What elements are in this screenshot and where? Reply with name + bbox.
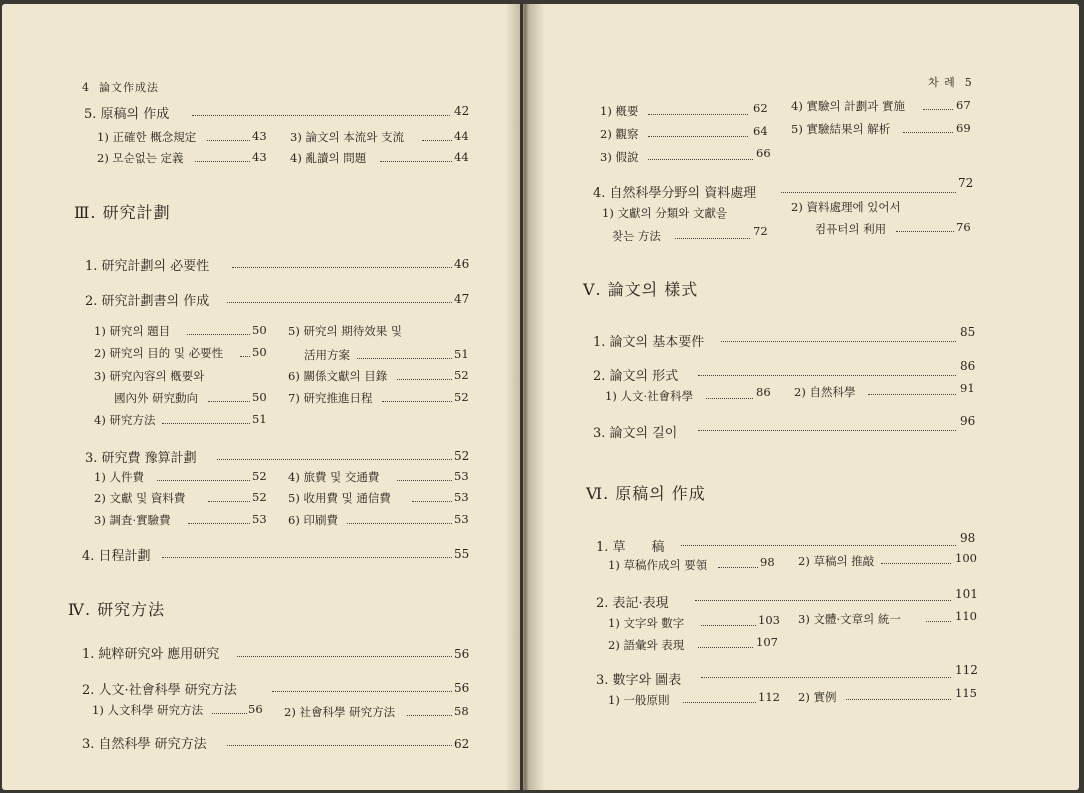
toc-entry: 4. 日程計劃 xyxy=(82,549,151,564)
dot-leader xyxy=(357,358,452,359)
toc-subentry: 5) 研究의 期待效果 및 xyxy=(288,324,402,338)
dot-leader xyxy=(232,267,452,268)
page-number: 52 xyxy=(252,469,267,483)
dot-leader xyxy=(923,109,953,110)
page-number: 43 xyxy=(252,129,267,143)
dot-leader xyxy=(240,356,250,357)
page-number: 115 xyxy=(955,686,977,700)
toc-subentry: 2) 研究의 目的 및 必要性 xyxy=(94,346,224,360)
toc-subentry: 1) 研究의 題目 xyxy=(94,324,171,338)
dot-leader xyxy=(397,480,452,481)
toc-subentry: 5) 收用費 및 通信費 xyxy=(288,491,391,505)
page-number: 52 xyxy=(252,490,267,504)
page-number: 100 xyxy=(955,551,977,565)
toc-subentry: 2) 自然科學 xyxy=(794,385,856,399)
page-number: 47 xyxy=(454,292,470,306)
dot-leader xyxy=(192,115,450,116)
toc-subentry: 1) 草稿作成의 要領 xyxy=(608,558,708,572)
page-number: 103 xyxy=(758,613,780,627)
dot-leader xyxy=(412,501,452,502)
page-number: 62 xyxy=(753,101,768,115)
dot-leader xyxy=(681,545,956,546)
toc-entry: 5. 原稿의 作成 xyxy=(84,107,170,122)
dot-leader xyxy=(422,140,452,141)
dot-leader xyxy=(701,625,756,626)
page-number: 58 xyxy=(454,704,469,718)
dot-leader xyxy=(926,621,951,622)
dot-leader xyxy=(701,677,951,678)
toc-subentry: 2) 文獻 및 資料費 xyxy=(94,491,186,505)
page-number: 43 xyxy=(252,150,267,164)
page-number: 53 xyxy=(454,512,469,526)
page-number: 66 xyxy=(756,146,771,160)
toc-subentry: 2) 實例 xyxy=(798,690,837,704)
toc-subentry: 1) 人文·社會科學 xyxy=(605,389,694,403)
toc-subentry: 活用方案 xyxy=(304,348,350,362)
toc-subentry: 6) 印刷費 xyxy=(288,513,338,527)
page-number: 64 xyxy=(753,124,768,138)
page-number: 110 xyxy=(955,609,977,623)
page-number: 91 xyxy=(960,381,975,395)
dot-leader xyxy=(407,715,452,716)
dot-leader xyxy=(781,192,956,193)
page-number: 56 xyxy=(454,681,470,695)
chapter-heading: Ⅵ. 原稿의 作成 xyxy=(586,484,706,503)
header-title: 論文作成法 xyxy=(99,81,159,94)
dot-leader xyxy=(207,140,250,141)
toc-entry: 1. 草 稿 xyxy=(596,540,665,555)
header-title: 차 례 xyxy=(928,76,956,89)
toc-entry: 2. 研究計劃書의 作成 xyxy=(85,294,210,309)
page-number: 101 xyxy=(955,587,978,601)
dot-leader xyxy=(648,136,748,137)
page-number: 52 xyxy=(454,368,469,382)
toc-entry: 3. 自然科學 研究方法 xyxy=(82,737,207,752)
dot-leader xyxy=(397,379,452,380)
page-number: 98 xyxy=(760,555,775,569)
dot-leader xyxy=(881,563,951,564)
toc-subentry: 2) 資料處理에 있어서 xyxy=(791,200,901,214)
dot-leader xyxy=(698,647,753,648)
dot-leader xyxy=(347,523,452,524)
dot-leader xyxy=(648,114,748,115)
dot-leader xyxy=(162,423,250,424)
toc-subentry: 4) 研究方法 xyxy=(94,413,156,427)
page-number: 44 xyxy=(454,129,469,143)
page-number: 53 xyxy=(454,469,469,483)
dot-leader xyxy=(675,238,750,239)
dot-leader xyxy=(903,132,953,133)
toc-entry: 1. 純粹研究와 應用研究 xyxy=(82,647,220,662)
page-number: 44 xyxy=(454,150,469,164)
dot-leader xyxy=(237,656,452,657)
toc-entry: 3. 論文의 길이 xyxy=(593,426,678,441)
page-number: 112 xyxy=(955,663,978,677)
chapter-heading: Ⅲ. 研究計劃 xyxy=(74,203,171,222)
page-number: 85 xyxy=(960,325,976,339)
page-number: 51 xyxy=(252,412,267,426)
toc-subentry: 2) 社會科學 研究方法 xyxy=(284,705,396,719)
page-number: 46 xyxy=(454,257,470,271)
toc-subentry: 2) 觀察 xyxy=(600,127,639,141)
dot-leader xyxy=(698,430,956,431)
dot-leader xyxy=(208,401,250,402)
page-number: 86 xyxy=(756,385,771,399)
dot-leader xyxy=(648,159,753,160)
toc-subentry: 컴퓨터의 利用 xyxy=(815,222,887,236)
page-number: 72 xyxy=(958,176,974,190)
dot-leader xyxy=(227,745,452,746)
dot-leader xyxy=(868,394,956,395)
header-page-number: 5 xyxy=(964,76,973,89)
page-number: 62 xyxy=(454,737,470,751)
toc-subentry: 1) 文字와 數字 xyxy=(608,616,685,630)
chapter-heading: Ⅴ. 論文의 樣式 xyxy=(583,280,699,299)
chapter-heading: Ⅳ. 研究方法 xyxy=(68,600,166,619)
dot-leader xyxy=(706,398,753,399)
page-number: 67 xyxy=(956,98,971,112)
dot-leader xyxy=(718,567,758,568)
page-number: 53 xyxy=(454,490,469,504)
page-number: 96 xyxy=(960,414,976,428)
toc-subentry: 1) 正確한 概念規定 xyxy=(97,130,197,144)
dot-leader xyxy=(846,699,951,700)
page-number: 107 xyxy=(756,635,778,649)
dot-leader xyxy=(212,713,247,714)
page-number: 50 xyxy=(252,345,267,359)
toc-subentry: 3) 研究內容의 槪要와 xyxy=(94,369,205,383)
toc-subentry: 1) 人件費 xyxy=(94,470,144,484)
toc-entry: 4. 自然科學分野의 資料處理 xyxy=(593,186,757,201)
page-number: 98 xyxy=(960,531,976,545)
dot-leader xyxy=(683,702,756,703)
right-page xyxy=(523,4,1079,790)
toc-entry: 2. 表記·表現 xyxy=(596,596,669,611)
toc-subentry: 4) 亂讀의 問題 xyxy=(290,151,367,165)
toc-subentry: 찾는 方法 xyxy=(612,229,661,243)
toc-subentry: 6) 關係文獻의 目錄 xyxy=(288,369,388,383)
page-number: 69 xyxy=(956,121,971,135)
toc-entry: 1. 研究計劃의 必要性 xyxy=(85,259,210,274)
dot-leader xyxy=(188,523,250,524)
dot-leader xyxy=(698,375,956,376)
toc-subentry: 4) 旅費 및 交通費 xyxy=(288,470,380,484)
toc-entry: 2. 論文의 形式 xyxy=(593,369,679,384)
page-number: 50 xyxy=(252,323,267,337)
page-number: 86 xyxy=(960,359,976,373)
dot-leader xyxy=(217,459,452,460)
toc-entry: 3. 數字와 圖表 xyxy=(596,673,682,688)
dot-leader xyxy=(162,557,452,558)
left-page xyxy=(2,4,520,790)
toc-subentry: 1) 槪要 xyxy=(600,104,639,118)
page-number: 53 xyxy=(252,512,267,526)
toc-subentry: 3) 論文의 本流와 支流 xyxy=(290,130,404,144)
page-number: 52 xyxy=(454,449,470,463)
page-number: 55 xyxy=(454,547,470,561)
toc-subentry: 2) 草稿의 推敲 xyxy=(798,554,875,568)
toc-subentry: 1) 一般原則 xyxy=(608,693,670,707)
running-header-right xyxy=(928,74,973,90)
toc-subentry: 3) 假說 xyxy=(600,150,639,164)
page-number: 50 xyxy=(252,390,267,404)
toc-subentry: 1) 文獻의 分類와 文獻을 xyxy=(602,206,728,220)
toc-subentry: 2) 모순없는 定義 xyxy=(97,151,184,165)
toc-subentry: 7) 研究推進日程 xyxy=(288,391,373,405)
toc-subentry: 4) 實驗의 計劃과 實施 xyxy=(791,99,905,113)
page-number: 72 xyxy=(753,224,768,238)
toc-subentry: 3) 調査·實驗費 xyxy=(94,513,171,527)
page-number: 51 xyxy=(454,347,469,361)
running-header-left xyxy=(82,79,159,95)
dot-leader xyxy=(208,501,250,502)
page-number: 112 xyxy=(758,690,780,704)
toc-subentry: 1) 人文科學 研究方法 xyxy=(92,703,204,717)
toc-entry: 1. 論文의 基本要件 xyxy=(593,335,705,350)
dot-leader xyxy=(721,341,956,342)
toc-subentry: 2) 語彙와 表現 xyxy=(608,638,685,652)
dot-leader xyxy=(382,401,452,402)
dot-leader xyxy=(272,691,452,692)
page-number: 76 xyxy=(956,220,971,234)
page-number: 56 xyxy=(248,702,263,716)
toc-entry: 3. 研究費 豫算計劃 xyxy=(85,451,197,466)
dot-leader xyxy=(227,302,452,303)
dot-leader xyxy=(187,334,250,335)
page-number: 42 xyxy=(454,104,470,118)
toc-subentry: 國內外 研究動向 xyxy=(114,391,199,405)
toc-subentry: 5) 實驗結果의 解析 xyxy=(791,122,891,136)
page-number: 52 xyxy=(454,390,469,404)
dot-leader xyxy=(896,231,954,232)
toc-entry: 2. 人文·社會科學 研究方法 xyxy=(82,683,237,698)
dot-leader xyxy=(695,600,951,601)
header-page-number: 4 xyxy=(82,81,90,94)
dot-leader xyxy=(380,161,452,162)
toc-subentry: 3) 文體·文章의 統一 xyxy=(798,612,901,626)
page-number: 56 xyxy=(454,647,470,661)
dot-leader xyxy=(157,480,250,481)
dot-leader xyxy=(195,161,250,162)
